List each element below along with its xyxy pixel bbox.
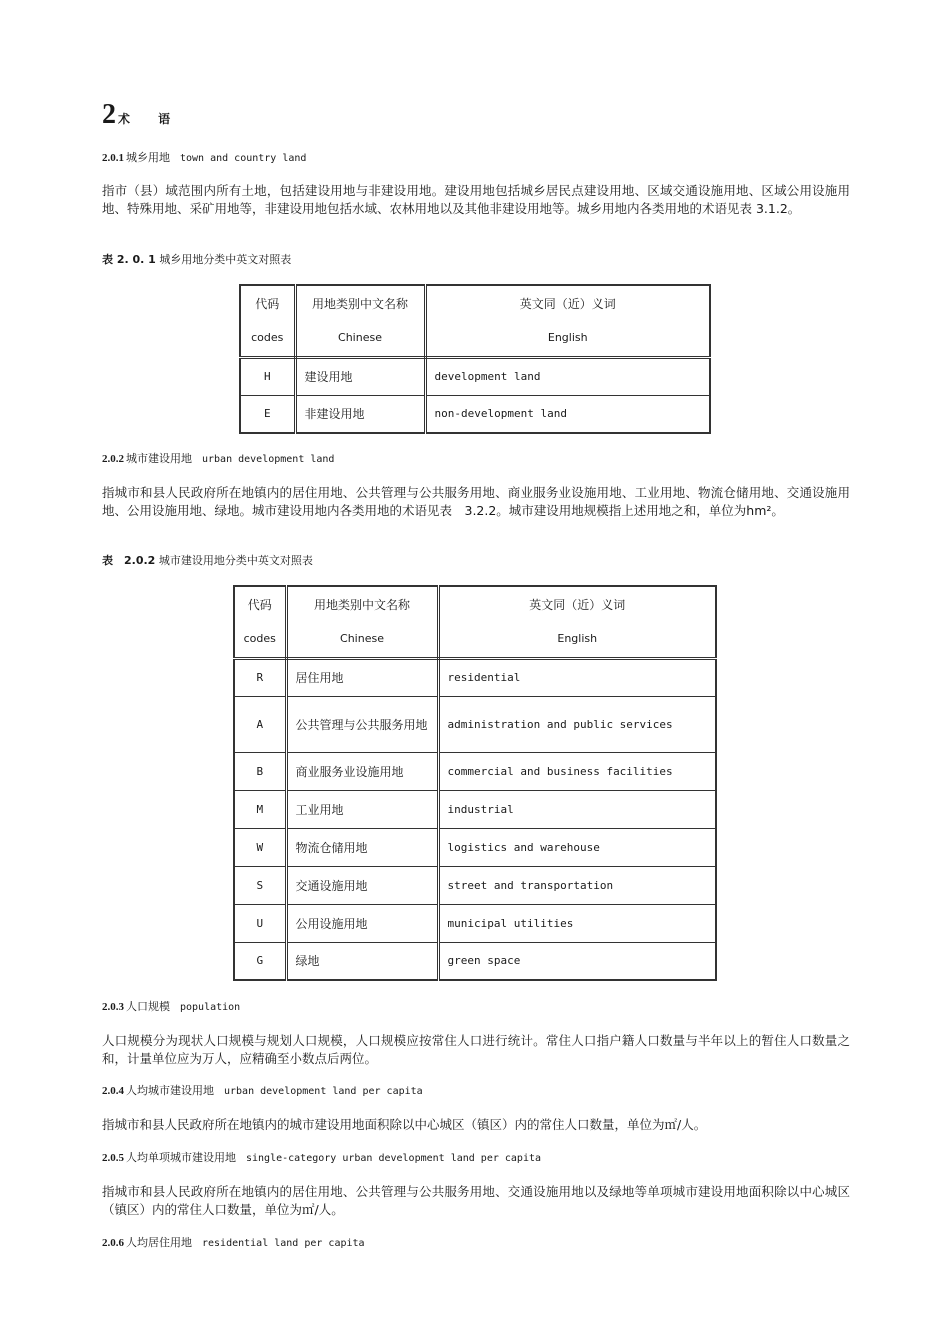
header-code: 代码 codes	[234, 586, 286, 658]
term-id: 2.0.5	[102, 1152, 124, 1164]
row-chinese: 交通设施用地	[286, 866, 438, 904]
term-chinese: 城乡用地	[126, 151, 170, 164]
term-chinese: 城市建设用地	[126, 452, 192, 465]
row-english: administration and public services	[438, 696, 716, 752]
row-chinese: 物流仓储用地	[286, 828, 438, 866]
term-chinese: 人口规模	[126, 1000, 170, 1013]
table-caption-2-0-2	[102, 554, 313, 568]
row-english: development land	[425, 357, 710, 395]
term-definition-2-0-1: 指市（县）域范围内所有土地，包括建设用地与非建设用地。建设用地包括城乡居民点建设用地、区域交通设施用地、区域公用设施用地、特殊用地、采矿用地等，非建设用地包括水域、农林用地以及其他非建设用地等。城乡用地内各类用地的术语见表 3.1.2。	[102, 183, 850, 216]
table-number: 表 2.0.2	[102, 554, 156, 567]
term-english: town and country land	[180, 153, 307, 164]
term-heading-2-0-3	[102, 1000, 240, 1015]
term-id: 2.0.3	[102, 1001, 124, 1013]
row-code: M	[234, 790, 286, 828]
table-title: 城市建设用地分类中英文对照表	[158, 554, 313, 567]
row-code: U	[234, 904, 286, 942]
row-chinese: 非建设用地	[295, 395, 425, 433]
table-header-row	[234, 586, 716, 658]
term-id: 2.0.2	[102, 453, 124, 465]
row-code: E	[240, 395, 295, 433]
term-definition-2-0-5: 指城市和县人民政府所在地镇内的居住用地、公共管理与公共服务用地、交通设施用地以及绿地等单项城市建设用地面积除以中心城区（镇区）内的常住人口数量，单位为㎡/人。	[102, 1184, 850, 1217]
header-chinese: 用地类别中文名称 Chinese	[295, 285, 425, 357]
term-definition-2-0-2: 指城市和县人民政府所在地镇内的居住用地、公共管理与公共服务用地、商业服务业设施用地、工业用地、物流仓储用地、交通设施用地、公用设施用地、绿地。城市建设用地内各类用地的术语见表 3.2.2。城市建设用地规模指上述用地之和，单位为hm²。	[102, 485, 850, 518]
row-chinese: 建设用地	[295, 357, 425, 395]
row-code: H	[240, 357, 295, 395]
row-code: A	[234, 696, 286, 752]
land-classification-table	[239, 284, 711, 434]
term-heading-2-0-1	[102, 151, 306, 166]
row-code: S	[234, 866, 286, 904]
row-english: logistics and warehouse	[438, 828, 716, 866]
row-english: industrial	[438, 790, 716, 828]
term-english: population	[180, 1002, 241, 1013]
term-id: 2.0.4	[102, 1085, 124, 1097]
term-id: 2.0.6	[102, 1237, 124, 1249]
header-chinese: 用地类别中文名称 Chinese	[286, 586, 438, 658]
table-number: 表 2. 0. 1	[102, 253, 156, 266]
term-chinese: 人均城市建设用地	[126, 1084, 214, 1097]
table-row	[234, 696, 716, 752]
term-english: residential land per capita	[202, 1238, 365, 1249]
table-row	[234, 658, 716, 696]
row-chinese: 绿地	[286, 942, 438, 980]
table-row	[234, 866, 716, 904]
row-english: residential	[438, 658, 716, 696]
table-row	[234, 828, 716, 866]
table-row	[234, 752, 716, 790]
row-chinese: 居住用地	[286, 658, 438, 696]
row-code: G	[234, 942, 286, 980]
urban-land-classification-table	[233, 585, 717, 981]
header-english: 英文同（近）义词 English	[425, 285, 710, 357]
table-row	[234, 790, 716, 828]
row-chinese: 商业服务业设施用地	[286, 752, 438, 790]
chapter-number: 2	[102, 99, 116, 130]
table-row	[234, 942, 716, 980]
term-heading-2-0-2	[102, 452, 334, 467]
row-english: commercial and business facilities	[438, 752, 716, 790]
table-header-row	[240, 285, 710, 357]
table-caption-2-0-1	[102, 253, 291, 267]
term-english: urban development land	[202, 454, 335, 465]
term-chinese: 人均单项城市建设用地	[126, 1151, 236, 1164]
chapter-title: 术 语	[118, 112, 183, 126]
term-definition-2-0-4: 指城市和县人民政府所在地镇内的城市建设用地面积除以中心城区（镇区）内的常住人口数量，单位为㎡/人。	[102, 1117, 707, 1132]
term-heading-2-0-6	[102, 1236, 365, 1251]
term-heading-2-0-5	[102, 1151, 541, 1166]
table-row	[234, 904, 716, 942]
header-english: 英文同（近）义词 English	[438, 586, 716, 658]
row-code: W	[234, 828, 286, 866]
term-english: single-category urban development land per capita	[246, 1153, 542, 1164]
row-chinese: 工业用地	[286, 790, 438, 828]
row-english: green space	[438, 942, 716, 980]
term-heading-2-0-4	[102, 1084, 423, 1099]
table-row	[240, 395, 710, 433]
row-code: R	[234, 658, 286, 696]
table-title: 城乡用地分类中英文对照表	[159, 253, 292, 266]
term-chinese: 人均居住用地	[126, 1236, 192, 1249]
row-english: municipal utilities	[438, 904, 716, 942]
row-chinese: 公共管理与公共服务用地	[286, 696, 438, 752]
table-row	[240, 357, 710, 395]
row-english: non-development land	[425, 395, 710, 433]
row-english: street and transportation	[438, 866, 716, 904]
chapter-heading	[102, 100, 182, 130]
header-code: 代码 codes	[240, 285, 295, 357]
row-code: B	[234, 752, 286, 790]
term-definition-2-0-3: 人口规模分为现状人口规模与规划人口规模，人口规模应按常住人口进行统计。常住人口指户籍人口数量与半年以上的暂住人口数量之和，计量单位应为万人，应精确至小数点后两位。	[102, 1033, 850, 1066]
row-chinese: 公用设施用地	[286, 904, 438, 942]
term-id: 2.0.1	[102, 152, 124, 164]
term-english: urban development land per capita	[224, 1086, 423, 1097]
